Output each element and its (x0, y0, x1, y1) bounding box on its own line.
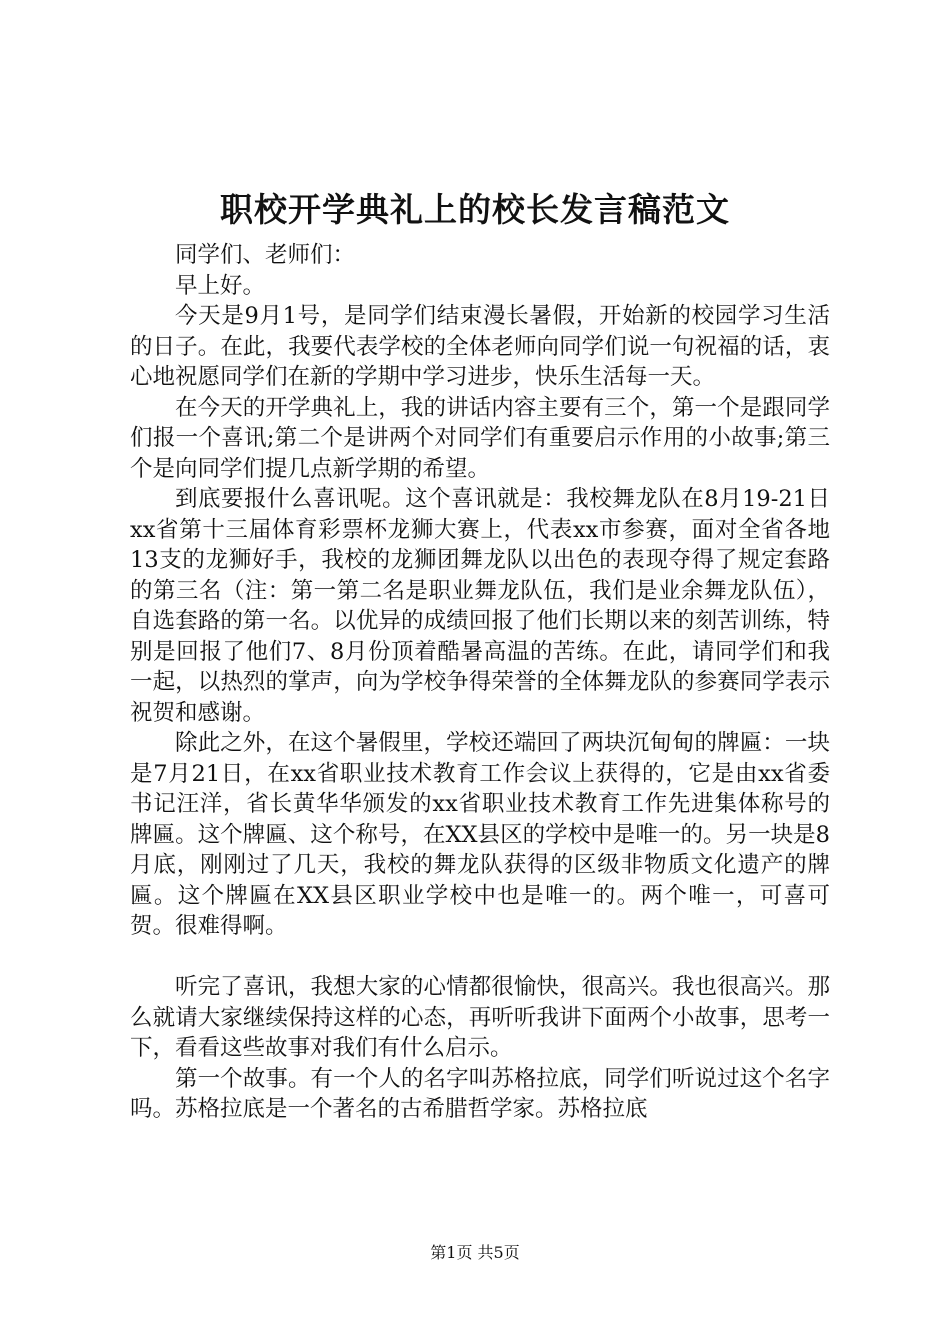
paragraph-good-news: 到底要报什么喜讯呢。这个喜讯就是：我校舞龙队在8月19-21日xx省第十三届体育彩票杯龙狮大赛上，代表xx市参赛，面对全省各地13支的龙狮好手，我校的龙狮团舞龙队以出色的表现夺得了规定套路的第三名（注：第一第二名是职业舞龙队伍，我们是业余舞龙队伍），自选套路的第一名。以优异的成绩回报了他们长期以来的刻苦训练，特别是回报了他们7、8月份顶着酷暑高温的苦练。在此，请同学们和我一起，以热烈的掌声，向为学校争得荣誉的全体舞龙队的参赛同学表示祝贺和感谢。 (130, 486, 830, 726)
document-body (130, 240, 830, 1125)
paragraph-first-story: 第一个故事。有一个人的名字叫苏格拉底，同学们听说过这个名字吗。苏格拉底是一个著名的古希腊哲学家。苏格拉底 (130, 1065, 830, 1122)
paragraph-greeting: 同学们、老师们： (175, 242, 356, 268)
paragraph-outline: 在今天的开学典礼上，我的讲话内容主要有三个，第一个是跟同学们报一个喜讯;第二个是讲两个对同学们有重要启示作用的小故事;第三个是向同学们提几点新学期的希望。 (130, 394, 830, 482)
paragraph-opening: 今天是9月1号，是同学们结束漫长暑假，开始新的校园学习生活的日子。在此，我要代表学校的全体老师向同学们说一句祝福的话，衷心地祝愿同学们在新的学期中学习进步，快乐生活每一天。 (130, 303, 830, 390)
document-title: 职校开学典礼上的校长发言稿范文 (220, 190, 730, 229)
paragraph-transition: 听完了喜讯，我想大家的心情都很愉快，很高兴。我也很高兴。那么就请大家继续保持这样的心态，再听听我讲下面两个小故事，思考一下，看看这些故事对我们有什么启示。 (130, 974, 830, 1061)
paragraph-plaques: 除此之外，在这个暑假里，学校还端回了两块沉甸甸的牌匾：一块是7月21日，在xx省职业技术教育工作会议上获得的，它是由xx省委书记汪洋，省长黄华华颁发的xx省职业技术教育工作先进集体称号的牌匾。这个牌匾、这个称号，在XX县区的学校中是唯一的。另一块是8月底，刚刚过了几天，我校的舞龙队获得的区级非物质文化遗产的牌匾。这个牌匾在XX县区职业学校中也是唯一的。两个唯一，可喜可贺。很难得啊。 (130, 730, 830, 939)
page-number-footer: 第1页 共5页 (430, 1243, 520, 1262)
paragraph-good-morning: 早上好。 (175, 272, 266, 299)
